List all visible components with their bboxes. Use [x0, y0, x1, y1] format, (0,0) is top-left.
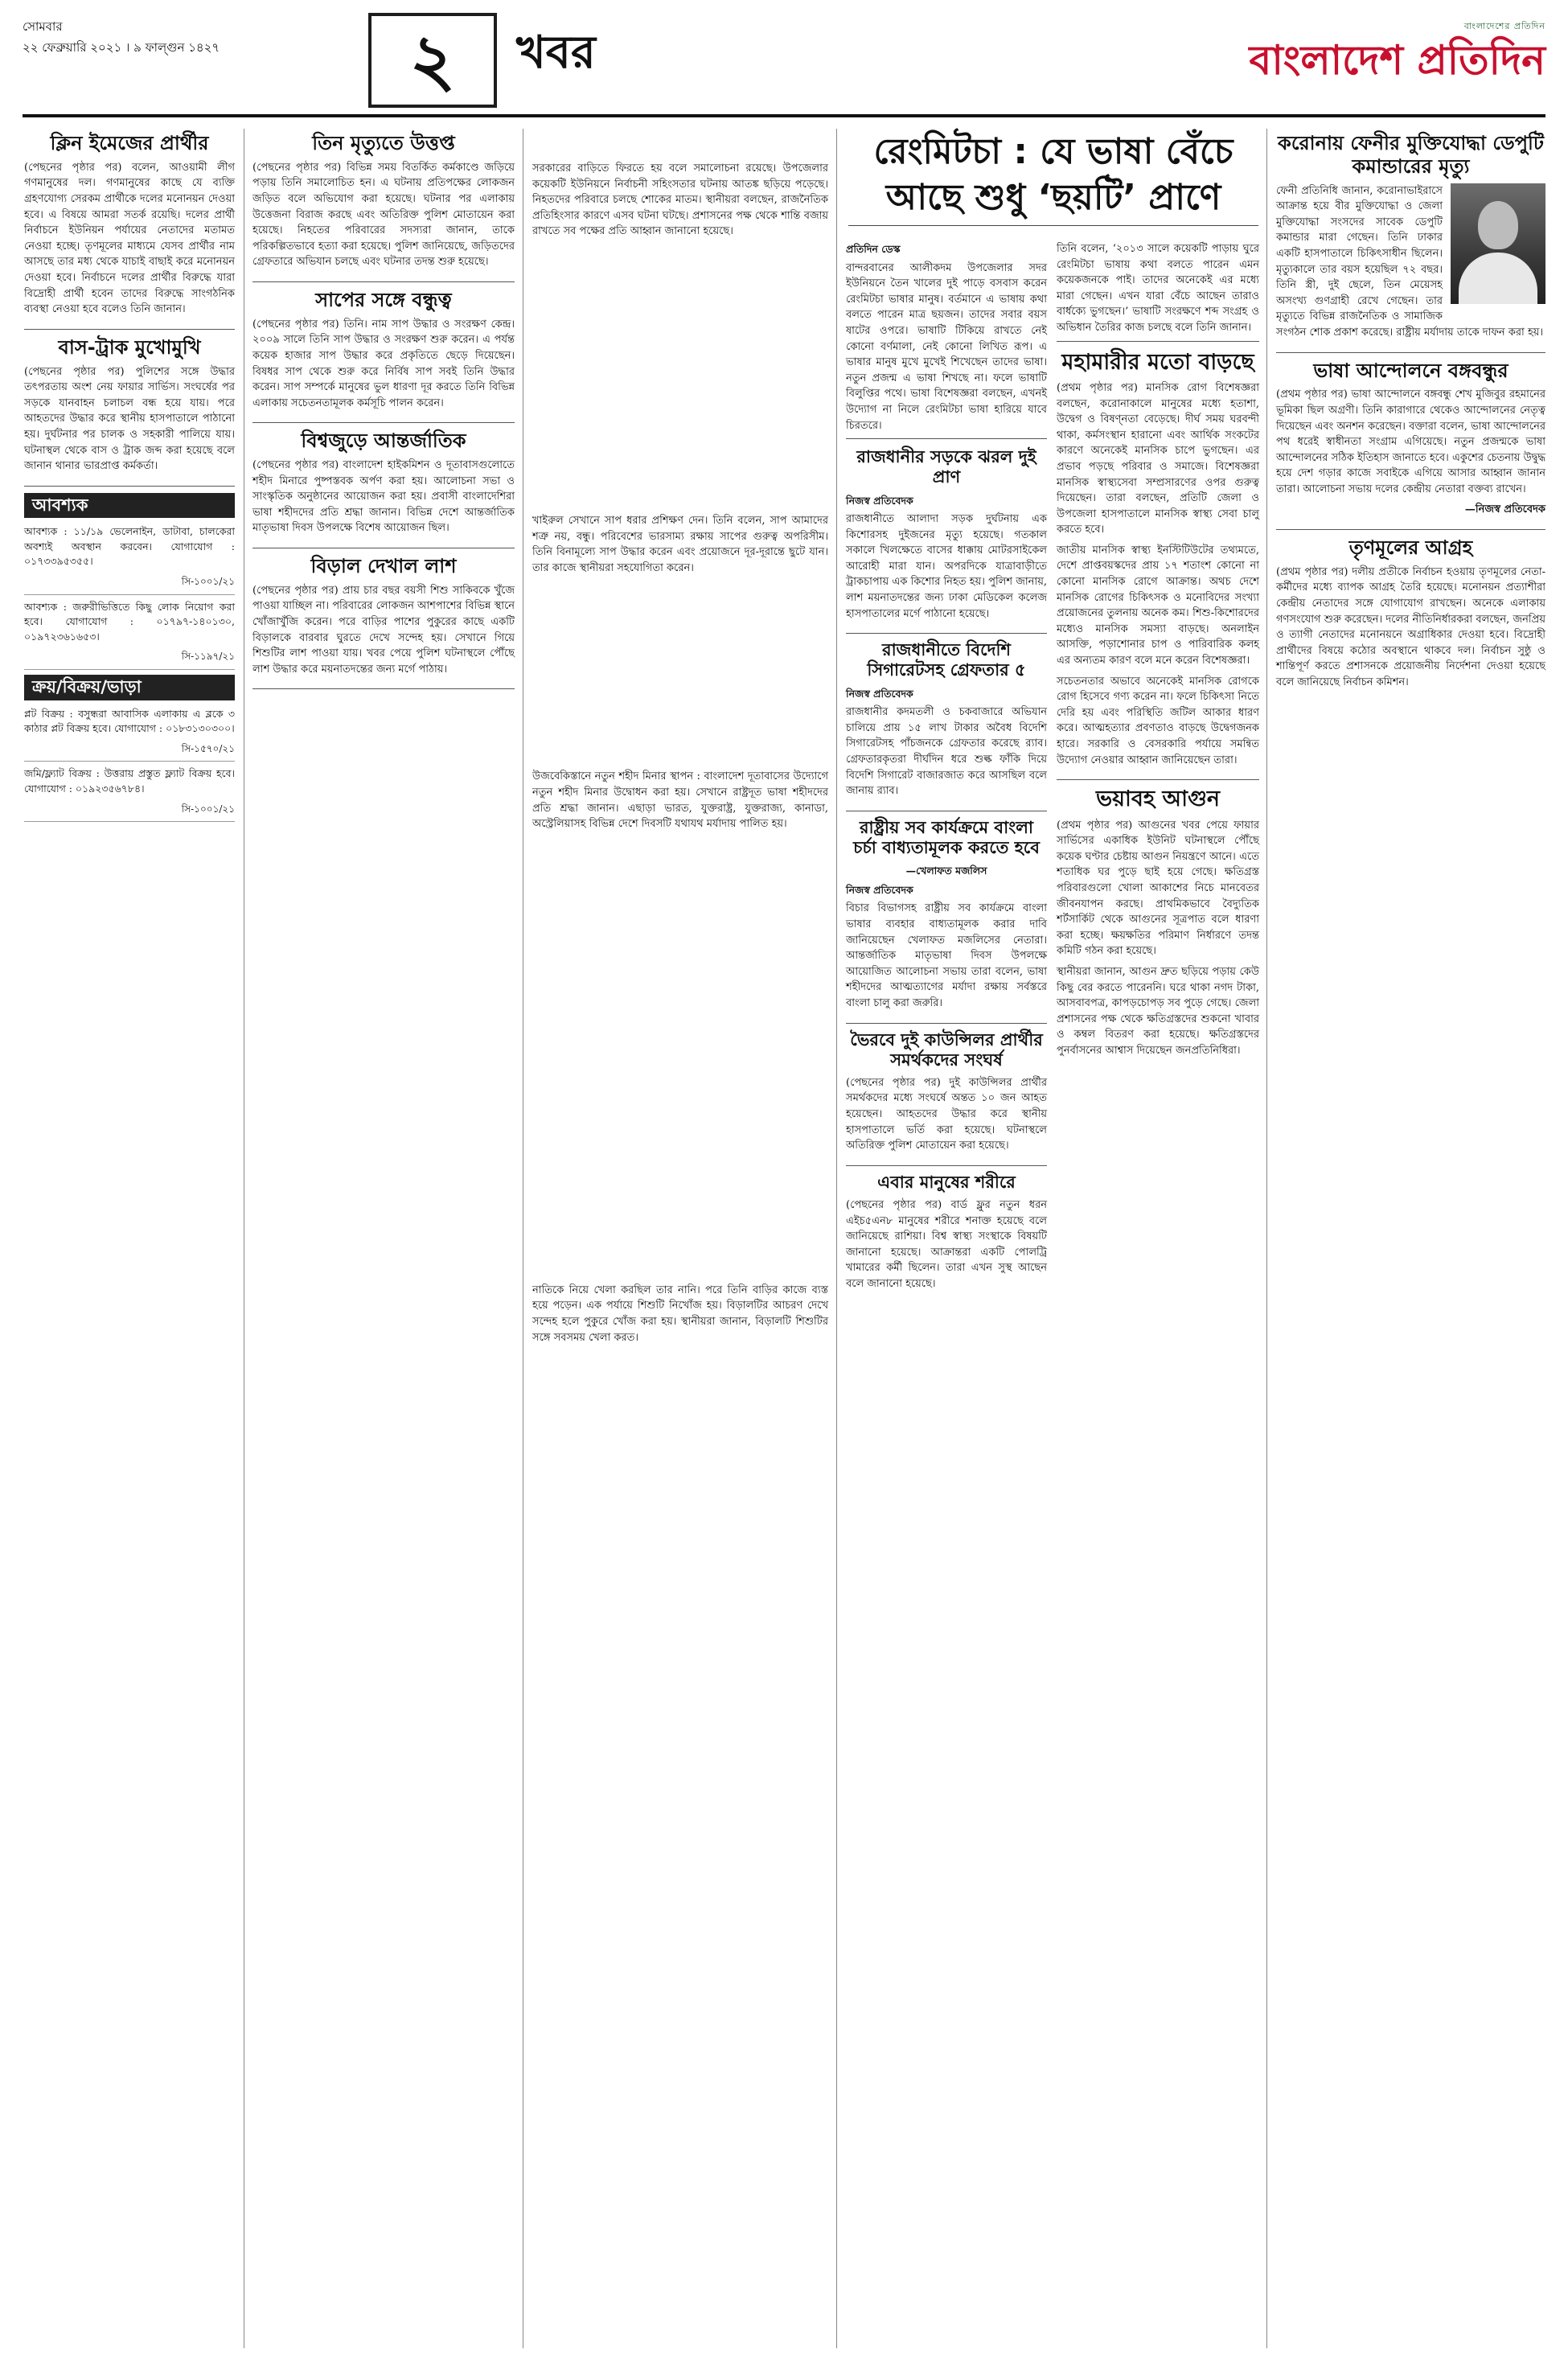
story-body: (প্রথম পৃষ্ঠার পর) ভাষা আন্দোলনে বঙ্গবন্ধু শেখ মুজিবুর রহমানের ভূমিকা ছিল অগ্রণী। তিনি কারাগারে থেকেও আন্দোলনের নেতৃত্ব দিয়েছেন এবং অনশন করেছেন। বক্তারা বলেন, ভাষা আন্দোলনের পথ ধরেই স্বাধীনতা সংগ্রাম এগিয়েছে। নতুন প্রজন্মকে ভাষা আন্দোলনের সঠিক ইতিহাস জানাতে হবে। একুশের চেতনায় উদ্বুদ্ধ হয়ে দেশ গড়ার কাজে সবাইকে এগিয়ে আসার আহ্বান জানান তারা। আলোচনা সভায় দলের কেন্দ্রীয় নেতারা বক্তব্য রাখেন।: [1276, 388, 1545, 495]
classified-item: [24, 600, 235, 670]
story-byline: নিজস্ব প্রতিবেদক: [846, 687, 913, 700]
story-cat-body: [252, 555, 515, 689]
story-feni-freedom-fighter: [1276, 132, 1545, 353]
story-body: রাজধানীর কদমতলী ও চকবাজারে অভিযান চালিয়ে প্রায় ১৫ লাখ টাকার অবৈধ বিদেশি সিগারেটসহ পাঁচজনকে গ্রেফতার করেছে র‌্যাব। গ্রেফতারকৃতরা দীর্ঘদিন ধরে শুল্ক ফাঁকি দিয়ে বিদেশি সিগারেট বাজারজাত করে আসছিল বলে জানায় র‌্যাব।: [846, 706, 1047, 798]
classified-ref: সি-১১৯৭/২১: [181, 651, 235, 663]
issue-date: [23, 16, 360, 58]
classified-title-buysell: ক্রয়/বিক্রয়/ভাড়া: [24, 675, 235, 700]
story-human-body: [846, 1173, 1047, 1304]
story-subhead: —খেলাফত মজলিস: [905, 865, 987, 877]
page-number-box: [368, 13, 497, 108]
story-headline: বাস-ট্রাক মুখোমুখি: [58, 335, 201, 359]
story-foreign-cigarettes: [846, 640, 1047, 811]
story-mental-epidemic: [1057, 341, 1259, 781]
story-bhairab-clash: [846, 1030, 1047, 1166]
story-byline: নিজস্ব প্রতিবেদক: [846, 494, 913, 507]
newspaper-brand: [1200, 19, 1545, 100]
story-worldwide-international: [252, 429, 515, 548]
classified-item: [24, 524, 235, 594]
column-1: [24, 129, 235, 827]
story-headline: রাজধানীর সড়কে ঝরল দুই প্রাণ: [856, 447, 1036, 487]
classified-title-wanted: আবশ্যক: [24, 493, 235, 519]
story-headline: ভাষা আন্দোলনে বঙ্গবন্ধুর: [1313, 359, 1508, 382]
story-headline: ক্লিন ইমেজের প্রার্থীর: [50, 132, 209, 154]
classified-item: [24, 766, 235, 822]
story-body: (পেছনের পৃষ্ঠার পর) বিভিন্ন সময় বিতর্কিত কর্মকাণ্ডে জড়িয়ে পড়ায় তিনি সমালোচিত হন। এ ঘটনায় প্রতিপক্ষের লোকজন জড়িত বলে অভিযোগ করা হয়েছে। ঘটনার পর এলাকায় উত্তেজনা বিরাজ করছে এবং অতিরিক্ত পুলিশ মোতায়েন করা হয়েছে। নিহতের পরিবারের সদস্যরা জানান, তাকে পরিকল্পিতভাবে হত্যা করা হয়েছে। পুলিশ জানিয়েছে, জড়িতদের গ্রেফতারে অভিযান চলছে এবং ঘটনার তদন্ত শুরু হয়েছে।: [252, 161, 515, 269]
portrait-photo: [1451, 183, 1545, 304]
story-headline: ভয়াবহ আগুন: [1095, 787, 1221, 812]
brand-tagline: বাংলাদেশের প্রতিদিন: [1463, 21, 1545, 31]
column-separator: [836, 129, 837, 2348]
story-headline: বিড়াল দেখাল লাশ: [310, 555, 457, 578]
story-byline: প্রতিদিন ডেস্ক: [846, 243, 901, 255]
story-headline: এবার মানুষের শরীরে: [877, 1172, 1016, 1192]
classified-text: আবশ্যক : ১১/১৯ ভেলেনাইন, ডাটাবা, চালকেরা অবশ্যই অবস্থান করবেন। যোগাযোগ : ০১৭৩৩৯৫৩৫৫।: [24, 525, 235, 568]
masthead-rule: [23, 114, 1545, 117]
story-continuation: তিনি বলেন, ‘২০১৩ সালে কয়েকটি পাড়ায় ঘুরে রেংমিটচা ভাষায় কথা বলতে পারেন এমন কয়েকজনকে পাই। তাদের অনেকেই এর মধ্যে মারা গেছেন। এখন যারা বেঁচে আছেন তারাও বার্ধক্যে ভুগছেন।’ ভাষাটি সংরক্ষণে শব্দ সংগ্রহ ও অভিধান তৈরির কাজ চলছে বলে তিনি জানান।: [1057, 243, 1259, 334]
story-body: (পেছনের পৃষ্ঠার পর) তিনি। নাম সাপ উদ্ধার ও সংরক্ষণ কেন্দ্র। ২০০৯ সালে তিনি সাপ উদ্ধার ও সংরক্ষণ শুরু করেন। এ পর্যন্ত কয়েক হাজার সাপ উদ্ধার করে প্রকৃতিতে ছেড়ে দিয়েছেন। বিষধর সাপ থেকে শুরু করে নির্বিষ সাপ সবই তিনি উদ্ধার করেন। সাপ সম্পর্কে মানুষের ভুল ধারণা দূর করতে তিনি বিভিন্ন এলাকায় সচেতনতামূলক কর্মসূচি পালন করেন।: [252, 318, 515, 409]
story-body: (পেছনের পৃষ্ঠার পর) প্রায় চার বছর বয়সী শিশু সাকিবকে খুঁজে পাওয়া যাচ্ছিল না। পরিবারের লোকজন আশপাশের বিভিন্ন স্থানে খোঁজাখুঁজি করেন। পরে বাড়ির পাশের পুকুরের কাছে একটি বিড়ালকে বারবার ঘুরতে দেখে সন্দেহ হয়। সেখানে গিয়ে শিশুটির লাশ পাওয়া যায়। খবর পেয়ে পুলিশ ঘটনাস্থলে পৌঁছে লাশ উদ্ধার করে ময়নাতদন্তের জন্য মর্গে পাঠায়।: [252, 584, 515, 676]
column-4: [846, 241, 1047, 1310]
story-body: (পেছনের পৃষ্ঠার পর) দুই কাউন্সিলর প্রার্থীর সমর্থকদের মধ্যে সংঘর্ষে অন্তত ১০ জন আহত হয়েছেন। আহতদের উদ্ধার করে স্থানীয় হাসপাতালে ভর্তি করা হয়েছে। ঘটনাস্থলে অতিরিক্ত পুলিশ মোতায়েন করা হয়েছে।: [846, 1076, 1047, 1152]
story-terrible-fire: [1057, 787, 1259, 1070]
story-signature: —নিজস্ব প্রতিবেদক: [1464, 503, 1545, 516]
page-number: ২: [409, 18, 456, 101]
story-body: জাতীয় মানসিক স্বাস্থ্য ইনস্টিটিউটের তথ্যমতে, দেশে প্রাপ্তবয়স্কদের প্রায় ১৭ শতাংশ কোনো না কোনো মানসিক রোগে আক্রান্ত। অথচ দেশে মানসিক রোগের চিকিৎসক ও মনোবিদের সংখ্যা প্রয়োজনের তুলনায় অনেক কম। শিশু-কিশোরদের মধ্যেও মানসিক সমস্যা বাড়ছে। অনলাইন আসক্তি, পড়াশোনার চাপ ও পারিবারিক কলহ এর অন্যতম কারণ বলে মনে করেন বিশেষজ্ঞরা।: [1057, 544, 1259, 667]
column-3: [532, 161, 828, 1350]
story-body: (প্রথম পৃষ্ঠার পর) মানসিক রোগ বিশেষজ্ঞরা বলছেন, করোনাকালে মানুষের মধ্যে হতাশা, উদ্বেগ ও বিষণ্নতা বেড়েছে। দীর্ঘ সময় ঘরবন্দী থাকা, কর্মসংস্থান হারানো এবং আর্থিক সংকটের কারণে অনেকেই মানসিক চাপে ভুগছেন। এর প্রভাব পড়ছে পরিবার ও সমাজে। বিশেষজ্ঞরা মানসিক স্বাস্থ্যসেবা সম্প্রসারণের ওপর গুরুত্ব দিয়েছেন। তারা বলছেন, প্রতিটি জেলা ও উপজেলা হাসপাতালে মানসিক স্বাস্থ্য সেবা চালু করতে হবে।: [1057, 381, 1259, 536]
classified-item: [24, 707, 235, 762]
issue-day: সোমবার: [23, 19, 63, 34]
story-body: (প্রথম পৃষ্ঠার পর) আগুনের খবর পেয়ে ফায়ার সার্ভিসের একাধিক ইউনিট ঘটনাস্থলে পৌঁছে কয়েক ঘণ্টার চেষ্টায় আগুন নিয়ন্ত্রণে আনে। এতে শতাধিক ঘর পুড়ে ছাই হয়ে গেছে। ক্ষতিগ্রস্ত পরিবারগুলো খোলা আকাশের নিচে মানবেতর জীবনযাপন করছে। প্রাথমিকভাবে বৈদ্যুতিক শর্টসার্কিট থেকে আগুনের সূত্রপাত বলে ধারণা করা হচ্ছে। ক্ষয়ক্ষতির পরিমাণ নির্ধারণে তদন্ত কমিটি গঠন করা হয়েছে।: [1057, 819, 1259, 958]
story-body: বিচার বিভাগসহ রাষ্ট্রীয় সব কার্যক্রমে বাংলা ভাষার ব্যবহার বাধ্যতামূলক করার দাবি জানিয়েছেন খেলাফত মজলিসের নেতারা। আন্তর্জাতিক মাতৃভাষা দিবস উপলক্ষে আয়োজিত আলোচনা সভায় তারা বলেন, ভাষা শহীদদের আত্মত্যাগের মর্যাদা রক্ষায় সর্বস্তরে বাংলা চালু করা জরুরি।: [846, 902, 1047, 1009]
story-bus-truck: [24, 336, 235, 487]
lead-headline: রেংমিটচা : যে ভাষা বেঁচে আছে শুধু ‘ছয়টি’ প্রাণে: [848, 129, 1258, 226]
classified-text: আবশ্যক : জরুরীভিত্তিতে কিছু লোক নিয়োগ করা হবে। যোগাযোগ : ০১৭৯৭-১৪০১৩০, ০১৯৭২৩৬১৬৫৩।: [24, 600, 235, 643]
story-capital-road: [846, 438, 1047, 634]
newspaper-logo: বাংলাদেশ প্রতিদিন: [1249, 37, 1545, 84]
classified-text: প্লট বিক্রয় : বসুন্ধরা আবাসিক এলাকায় এ ব্লকে ৩ কাঠার প্লট বিক্রয় হবে। যোগাযোগ : ০১৮৩১৩০৩০০।: [24, 707, 235, 735]
story-clean-image: [24, 132, 235, 330]
story-headline: বিশ্বজুড়ে আন্তর্জাতিক: [301, 429, 466, 453]
story-snake-friendship: [252, 289, 515, 423]
story-body: সচেতনতার অভাবে অনেকেই মানসিক রোগকে রোগ হিসেবে গণ্য করেন না। ফলে চিকিৎসা নিতে দেরি হয় এবং পরিস্থিতি জটিল আকার ধারণ করে। আত্মহত্যার প্রবণতাও বাড়ছে উদ্বেগজনক হারে। সরকারি ও বেসরকারি পর্যায়ে সমন্বিত উদ্যোগ নেওয়ার আহ্বান জানিয়েছেন তারা।: [1057, 675, 1259, 766]
story-continuation: নাতিকে নিয়ে খেলা করছিল তার নানি। পরে তিনি বাড়ির কাজে ব্যস্ত হয়ে পড়েন। এক পর্যায়ে শিশুটি নিখোঁজ হয়। বিড়ালটির আচরণ দেখে সন্দেহ হলে পুকুরে খোঁজ করা হয়। স্থানীয়রা জানান, বিড়ালটি শিশুটির সঙ্গে সবসময় খেলা করত।: [532, 1284, 828, 1344]
story-body: রাজধানীতে আলাদা সড়ক দুর্ঘটনায় এক কিশোরসহ দুইজনের মৃত্যু হয়েছে। গতকাল সকালে খিলক্ষেতে বাসের ধাক্কায় মোটরসাইকেল আরোহী মারা যান। অপরদিকে যাত্রাবাড়ীতে ট্রাকচাপায় এক কিশোর নিহত হয়। পুলিশ জানায়, লাশ ময়নাতদন্তের জন্য ঢাকা মেডিকেল কলেজ হাসপাতালের মর্গে পাঠানো হয়েছে।: [846, 513, 1047, 620]
story-bangla-mandatory: [846, 818, 1047, 1024]
story-body: (পেছনের পৃষ্ঠার পর) বাংলাদেশ হাইকমিশন ও দূতাবাসগুলোতে শহীদ মিনারে পুষ্পস্তবক অর্পণ করা হয়। আলোচনা সভা ও সাংস্কৃতিক অনুষ্ঠানের আয়োজন করা হয়। প্রবাসী বাংলাদেশিরা ভাষা শহীদদের প্রতি শ্রদ্ধা জানান। বিভিন্ন দেশে আন্তর্জাতিক মাতৃভাষা দিবস উপলক্ষে বিশেষ আয়োজন ছিল।: [252, 459, 515, 535]
story-headline: মহামারীর মতো বাড়ছে: [1061, 349, 1254, 375]
issue-date-line: ২২ ফেব্রুয়ারি ২০২১ । ৯ ফাল্গুন ১৪২৭: [23, 40, 220, 55]
story-body: স্থানীয়রা জানান, আগুন দ্রুত ছড়িয়ে পড়ায় কেউ কিছু বের করতে পারেননি। ঘরে থাকা নগদ টাকা, আসবাবপত্র, কাপড়চোপড় সব পুড়ে গেছে। জেলা প্রশাসনের পক্ষ থেকে ক্ষতিগ্রস্তদের শুকনো খাবার ও কম্বল বিতরণ করা হয়েছে। ক্ষতিগ্রস্তদের পুনর্বাসনের আশ্বাস দিয়েছেন জনপ্রতিনিধিরা।: [1057, 965, 1259, 1057]
story-continuation: সরকারের বাড়িতে ফিরতে হয় বলে সমালোচনা রয়েছে। উপজেলার কয়েকটি ইউনিয়নে নির্বাচনী সহিংসতার ঘটনায় আতঙ্ক ছড়িয়ে পড়েছে। নিহতদের পরিবারে চলছে শোকের মাতম। স্থানীয়রা বলছেন, রাজনৈতিক প্রতিহিংসার কারণে এসব ঘটনা ঘটছে। প্রশাসনের পক্ষ থেকে শান্তি বজায় রাখতে সব পক্ষের প্রতি আহ্বান জানানো হয়েছে।: [532, 162, 828, 238]
story-body: ফেনী প্রতিনিধি জানান, করোনাভাইরাসে আক্রান্ত হয়ে বীর মুক্তিযোদ্ধা ও জেলা মুক্তিযোদ্ধা সংসদের সাবেক ডেপুটি কমান্ডার মারা গেছেন। তিনি ঢাকার একটি হাসপাতালে চিকিৎসাধীন ছিলেন। মৃত্যুকালে তার বয়স হয়েছিল ৭২ বছর। তিনি স্ত্রী, দুই ছেলে, তিন মেয়েসহ অসংখ্য গুণগ্রাহী রেখে গেছেন। তার মৃত্যুতে বিভিন্ন রাজনৈতিক ও সামাজিক সংগঠন শোক প্রকাশ করেছে। রাষ্ট্রীয় মর্যাদায় তাকে দাফন করা হয়।: [1276, 184, 1544, 339]
story-continuation: উজবেকিস্তানে নতুন শহীদ মিনার স্থাপন : বাংলাদেশ দূতাবাসের উদ্যোগে নতুন শহীদ মিনার উদ্বোধন করা হয়। সেখানে রাষ্ট্রদূত ভাষা শহীদদের প্রতি শ্রদ্ধা জানান। এছাড়া ভারত, যুক্তরাষ্ট্র, যুক্তরাজ্য, কানাডা, অস্ট্রেলিয়াসহ বিভিন্ন দেশে দিবসটি যথাযথ মর্যাদায় পালিত হয়।: [532, 770, 828, 831]
story-headline: রাজধানীতে বিদেশি সিগারেটসহ গ্রেফতার ৫: [867, 640, 1026, 680]
story-body: (প্রথম পৃষ্ঠার পর) দলীয় প্রতীকে নির্বাচন হওয়ায় তৃণমূলের নেতা-কর্মীদের মধ্যে ব্যাপক আগ্রহ তৈরি হয়েছে। মনোনয়ন প্রত্যাশীরা কেন্দ্রীয় নেতাদের সঙ্গে যোগাযোগ রাখছেন। অনেকে এলাকায় গণসংযোগ শুরু করেছেন। দলের নীতিনির্ধারকরা বলছেন, জনপ্রিয় ও ত্যাগী নেতাদের মনোনয়নে অগ্রাধিকার দেওয়া হবে। বিদ্রোহী প্রার্থীদের বিষয়ে কঠোর অবস্থানে থাকবে দল। নির্বাচন সুষ্ঠু ও শান্তিপূর্ণ করতে প্রশাসনকে প্রয়োজনীয় নির্দেশনা দেওয়া হয়েছে বলে জানিয়েছে নির্বাচন কমিশন।: [1276, 565, 1545, 689]
classified-ref: সি-১০০১/২১: [181, 803, 235, 815]
story-headline: করোনায় ফেনীর মুক্তিযোদ্ধা ডেপুটি কমান্ডারের মৃত্যু: [1278, 132, 1544, 178]
story-headline: ভৈরবে দুই কাউন্সিলর প্রার্থীর সমর্থকদের সংঘর্ষ: [850, 1029, 1043, 1070]
story-headline: রাষ্ট্রীয় সব কার্যক্রমে বাংলা চর্চা বাধ্যতামূলক করতে হবে: [853, 817, 1040, 857]
story-headline: সাপের সঙ্গে বন্ধুত্ব: [315, 288, 452, 311]
story-body: বান্দরবানের আলীকদম উপজেলার সদর ইউনিয়নে তৈন খালের দুই পাড়ে বসবাস করেন রেংমিটচা ভাষার মানুষ। বর্তমানে এ ভাষায় কথা বলতে পারেন মাত্র ছয়জন। তাদের সবার বয়স ষাটের ওপরে। ভাষাটি টিকিয়ে রাখতে নেই কোনো বর্ণমালা, নেই কোনো লিখিত রূপ। এ ভাষার মানুষ মুখে মুখেই শিখেছেন তাদের ভাষা। নতুন প্রজন্ম এ ভাষা শিখছে না। ফলে ভাষাটি বিলুপ্তির পথে। ভাষা বিশেষজ্ঞরা বলছেন, এখনই উদ্যোগ না নিলে রেংমিটচা ভাষা হারিয়ে যাবে চিরতরে।: [846, 261, 1047, 432]
story-body: (পেছনের পৃষ্ঠার পর) বলেন, আওয়ামী লীগ গণমানুষের দল। গণমানুষের কাছে যে ব্যক্তি গ্রহণযোগ্য সেরকম প্রার্থীকে দলের মনোনয়ন দেওয়া হবে। এ বিষয়ে আমরা সতর্ক রয়েছি। দলের প্রার্থী নির্বাচনে ইউনিয়ন পর্যায়ের নেতাদের মতামত নেওয়া হচ্ছে। তৃণমূলের মাধ্যমে যেসব প্রার্থীর নাম আসছে তার মধ্য থেকে যাচাই বাছাই করে মনোনয়ন দেওয়া হবে। নির্বাচনে দলের প্রার্থীর বিরুদ্ধে যারা বিদ্রোহী প্রার্থী হবেন তাদের বিরুদ্ধে সাংগঠনিক ব্যবস্থা নেওয়া হবে বলেও তিনি জানান।: [24, 161, 235, 316]
column-6: [1276, 129, 1545, 709]
story-headline: তৃণমূলের আগ্রহ: [1348, 536, 1473, 560]
masthead: [23, 11, 1545, 114]
story-continuation: খাইরুল সেখানে সাপ ধরার প্রশিক্ষণ দেন। তিনি বলেন, সাপ আমাদের শত্রু নয়, বন্ধু। পরিবেশের ভারসাম্য রক্ষায় সাপের গুরুত্ব অপরিসীম। তিনি বিনামূল্যে সাপ উদ্ধার করেন এবং প্রয়োজনে দূর-দূরান্তে ছুটে যান। তার কাজে স্থানীয়রা সহযোগিতা করেন।: [532, 514, 828, 574]
story-bangabandhu-language: [1276, 359, 1545, 531]
story-headline: তিন মৃত্যুতে উত্তপ্ত: [312, 132, 455, 154]
story-body: (পেছনের পৃষ্ঠার পর) পুলিশের সঙ্গে উদ্ধার তৎপরতায় অংশ নেয় ফায়ার সার্ভিস। সংঘর্ষের পর সড়কে যানবাহন চলাচল বন্ধ হয়ে যায়। পরে আহতদের উদ্ধার করে স্থানীয় হাসপাতালে পাঠানো হয়। দুর্ঘটনার পর চালক ও সহকারী পালিয়ে যায়। ঘটনাস্থল থেকে বাস ও ট্রাক জব্দ করা হয়েছে বলে জানান থানার ভারপ্রাপ্ত কর্মকর্তা।: [24, 365, 235, 473]
story-body: (পেছনের পৃষ্ঠার পর) বার্ড ফ্লুর নতুন ধরন এইচ৫এন৮ মানুষের শরীরে শনাক্ত হয়েছে বলে জানিয়েছে রাশিয়া। বিশ্ব স্বাস্থ্য সংস্থাকে বিষয়টি জানানো হয়েছে। আক্রান্তরা একটি পোলট্রি খামারের কর্মী ছিলেন। তারা এখন সুস্থ আছেন বলে জানানো হয়েছে।: [846, 1199, 1047, 1290]
column-2: [252, 129, 515, 696]
section-title: খবর: [516, 26, 596, 79]
column-separator: [1266, 129, 1267, 2348]
classified-ref: সি-১৫৭০/২১: [181, 742, 235, 754]
classified-text: জমি/ফ্ল্যাট বিক্রয় : উত্তরায় প্রস্তুত ফ্ল্যাট বিক্রয় হবে। যোগাযোগ : ০১৯২৩৫৬৭৮৪।: [24, 767, 235, 795]
story-byline: নিজস্ব প্রতিবেদক: [846, 883, 913, 896]
column-5: [1057, 241, 1259, 1077]
story-grassroots-interest: [1276, 536, 1545, 702]
story-three-deaths: [252, 132, 515, 282]
classified-ref: সি-১০০১/২১: [181, 576, 235, 588]
